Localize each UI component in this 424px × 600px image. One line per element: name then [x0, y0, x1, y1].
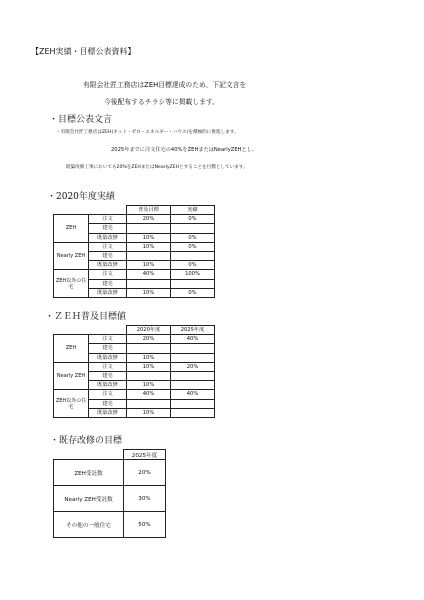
group-label: Nearly ZEH [54, 242, 89, 270]
row-type: 建売 [89, 279, 127, 288]
row-type: 既築改修 [89, 233, 127, 242]
cell-value [127, 371, 171, 380]
cell-value: 20% [127, 215, 171, 224]
renovation-header-row [54, 450, 166, 460]
cell-value: 50% [124, 512, 166, 538]
goal-text-line-3: 既築改修工事においても20%をZEHまたはNearlyZEHとすることを目標としています。 [66, 165, 248, 170]
cell-value: 10% [127, 362, 171, 371]
cell-value: 40% [171, 335, 215, 344]
targets-section-title: ・ＺＥＨ普及目標値 [45, 312, 127, 322]
results-header-actual: 実績 [171, 206, 215, 215]
cell-value: 40% [127, 270, 171, 279]
cell-value: 0% [171, 261, 215, 270]
goal-section-title: ・目標公表文言 [49, 115, 113, 125]
row-type: 既築改修 [89, 261, 127, 270]
results-section-title: ・2020年度実績 [47, 192, 115, 202]
cell-value: 10% [127, 408, 171, 417]
targets-header-2025: 2025年度 [171, 326, 215, 335]
results-table [53, 205, 215, 298]
group-label: ZEH [54, 215, 89, 243]
row-type: 注文 [89, 242, 127, 251]
targets-header-row [54, 326, 215, 335]
row-type: 建売 [89, 344, 127, 353]
cell-value: 100% [171, 270, 215, 279]
row-type: 建売 [89, 251, 127, 260]
row-label: ZEH受託数 [54, 460, 124, 486]
cell-value [171, 399, 215, 408]
table-row [54, 512, 166, 538]
table-row [54, 362, 215, 371]
cell-value [171, 353, 215, 362]
cell-value: 20% [124, 460, 166, 486]
row-type: 既築改修 [89, 408, 127, 417]
cell-value: 40% [171, 390, 215, 399]
row-type: 注文 [89, 335, 127, 344]
row-type: 既築改修 [89, 381, 127, 390]
cell-value [171, 279, 215, 288]
renovation-table [53, 449, 166, 538]
row-type: 建売 [89, 371, 127, 380]
cell-value: 0% [171, 288, 215, 297]
cell-value [127, 251, 171, 260]
intro-line-1: 有限会社匠工務店はZEH目標達成のため、下記文言を [83, 81, 247, 89]
cell-value [171, 344, 215, 353]
row-type: 注文 [89, 362, 127, 371]
cell-value: 10% [127, 242, 171, 251]
intro-line-2: 今後配布するチラシ等に掲載します。 [104, 98, 220, 106]
cell-value: 10% [127, 233, 171, 242]
row-label: Nearly ZEH受託数 [54, 486, 124, 512]
table-row [54, 270, 215, 279]
cell-value: 10% [127, 353, 171, 362]
table-row [54, 335, 215, 344]
cell-value [127, 224, 171, 233]
targets-header-2020: 2020年度 [127, 326, 171, 335]
cell-value [171, 251, 215, 260]
group-label: ZEH [54, 335, 89, 363]
row-type: 注文 [89, 270, 127, 279]
renovation-section-title: ・既存改修の目標 [50, 436, 123, 446]
cell-value: 20% [127, 335, 171, 344]
group-label: Nearly ZEH [54, 362, 89, 390]
group-label: ZEH以外の住宅 [54, 390, 89, 418]
cell-value [171, 224, 215, 233]
row-type: 既築改修 [89, 288, 127, 297]
results-header-row [54, 206, 215, 215]
goal-text-line-2: 2025年までに注文住宅の40%をZEHまたはNearlyZEHとし、 [111, 147, 258, 153]
goal-text-line-1: ・有限会社匠工務店はZEH(ネット・ゼロ・エネルギー・ハウス)を積極的に推進します。 [56, 130, 239, 135]
cell-value: 40% [127, 390, 171, 399]
cell-value [127, 279, 171, 288]
table-row [54, 460, 166, 486]
cell-value: 0% [171, 215, 215, 224]
cell-value [127, 399, 171, 408]
cell-value [127, 344, 171, 353]
row-type: 注文 [89, 215, 127, 224]
cell-value: 10% [127, 288, 171, 297]
cell-value: 20% [171, 362, 215, 371]
row-type: 注文 [89, 390, 127, 399]
cell-value [171, 371, 215, 380]
row-type: 建売 [89, 224, 127, 233]
row-type: 建売 [89, 399, 127, 408]
row-label: その他の一般住宅 [54, 512, 124, 538]
cell-value: 0% [171, 233, 215, 242]
group-label: ZEH以外の住宅 [54, 270, 89, 298]
cell-value: 10% [127, 381, 171, 390]
targets-table [53, 325, 215, 418]
results-header-target: 普及目標 [127, 206, 171, 215]
table-row [54, 215, 215, 224]
table-row [54, 390, 215, 399]
cell-value [171, 408, 215, 417]
row-type: 既築改修 [89, 353, 127, 362]
table-row [54, 242, 215, 251]
table-row [54, 486, 166, 512]
renovation-header-2025: 2025年度 [124, 450, 166, 460]
document-title: 【ZEH実績・目標公表資料】 [31, 47, 136, 56]
cell-value: 10% [127, 261, 171, 270]
cell-value: 30% [124, 486, 166, 512]
cell-value: 0% [171, 242, 215, 251]
cell-value [171, 381, 215, 390]
